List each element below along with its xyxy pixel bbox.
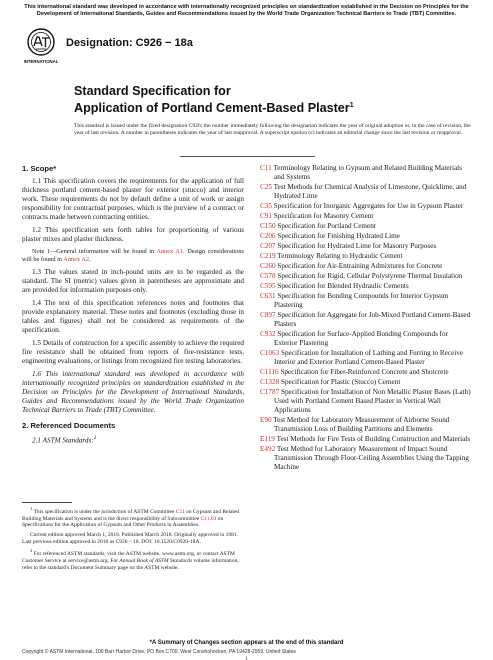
reference-item (260, 349, 473, 367)
title-line-2-wrap (74, 99, 454, 116)
reference-item (260, 416, 473, 434)
reference-code-link[interactable]: C206 (260, 232, 276, 240)
scope-para-1-3: 1.3 The values stated in inch-pound units are to be regarded as the standard. The SI (metric) values given in parentheses are approximate and are provided for information purposes only. (22, 267, 244, 294)
reference-code-link[interactable]: C595 (260, 282, 276, 290)
reference-code-link[interactable]: C207 (260, 242, 276, 250)
footnote-1-edition: Current edition approved March 1, 2018. Published March 2018. Originally approved in 1981. Last previous edition approved in 2018 as C926 – 18. DOI: 10.1520/C0926-18A. (22, 531, 239, 545)
scope-para-1-4: 1.4 The text of this specification references notes and footnotes that provide explanatory material. These notes and footnotes (excluding those in tables and figures) shall not be considered as requirements of the specification. (22, 298, 244, 334)
footnote-2-text-a: For referenced ASTM standards, visit the ASTM website, www.astm.org, or contact ASTM Customer Service at service@astm.org. For (22, 551, 235, 564)
reference-code-link[interactable]: C897 (260, 311, 276, 319)
reference-title: Specification for Rigid, Cellular Polystyrene Thermal Insulation (275, 272, 463, 280)
page-title (74, 84, 454, 115)
reference-code-link[interactable]: C219 (260, 252, 276, 260)
scope-heading: 1. Scope* (22, 164, 57, 173)
reference-code-link[interactable]: C1063 (260, 349, 280, 357)
reference-item (260, 183, 473, 201)
logo-text: INTERNATIONAL (24, 59, 58, 64)
annex-a1-link[interactable]: Annex A1 (156, 248, 184, 255)
reference-item (260, 262, 473, 271)
footnote-divider (22, 502, 72, 503)
reference-title: Specification for Aggregate for Job-Mixed Portland Cement-Based Plasters (274, 311, 471, 328)
reference-item (260, 222, 473, 231)
header-divider (180, 156, 315, 157)
reference-code-link[interactable]: C631 (260, 292, 276, 300)
copyright-line: Copyright © ASTM International, 100 Barr Harbor Drive, PO Box C700, West Conshohocken, PA 19428-2959. United States (22, 649, 296, 655)
reference-code-link[interactable]: C1116 (260, 368, 279, 376)
astm-standards-label: 2.1 ASTM Standards: (32, 435, 94, 444)
note-1-text-c: . (89, 255, 91, 263)
reference-item (260, 232, 473, 241)
footnote-2-mark: 2 (30, 548, 33, 554)
reference-title: Specification for Blended Hydraulic Cements (275, 282, 409, 290)
reference-title: Test Methods for Chemical Analysis of Limestone, Quicklime, and Hydrated Lime (271, 183, 467, 200)
reference-item (260, 164, 473, 182)
reference-list (260, 164, 473, 473)
reference-item (260, 330, 473, 348)
annex-a2-link[interactable]: Annex A2 (63, 255, 89, 263)
reference-item (260, 202, 473, 211)
astm-standards-subheading (32, 434, 244, 445)
reference-code-link[interactable]: C150 (260, 222, 276, 230)
designation: Designation: C926 − 18a (66, 37, 193, 49)
reference-item (260, 445, 473, 472)
international-standard-notice: This international standard was developed in accordance with internationally recognized principles on standardization established in the Decision on Principles for the Development of International Standards, Guides and Recommendations issued by the World Trade Organization Technical Barriers to Trade (TBT) Committee. (24, 4, 469, 17)
footnote-1-text-b: on Gypsum and Related Building Materials and Systems and is the direct responsibility of Subcommittee (22, 508, 240, 522)
reference-code-link[interactable]: E492 (260, 445, 276, 453)
footnote-1-mark: 1 (30, 506, 33, 511)
reference-code-link[interactable]: C932 (260, 330, 276, 338)
reference-item (260, 212, 473, 221)
footnote-1 (22, 506, 244, 529)
note-1-text-b: . Design considerations will be found in (22, 248, 244, 263)
reference-code-link[interactable]: E90 (260, 416, 272, 424)
reference-code-link[interactable]: C25 (260, 183, 272, 191)
page-number: 1 (245, 656, 248, 660)
reference-title: Specification for Plastic (Stucco) Cement (279, 378, 401, 386)
reference-title: Terminology Relating to Hydraulic Cement (275, 252, 403, 260)
reference-title: Specification for Surface-Applied Bonding Compounds for Exterior Plastering (274, 330, 449, 347)
subcommittee-c11-03-link[interactable]: C11.03 (200, 515, 217, 522)
left-column (22, 164, 244, 445)
reference-code-link[interactable]: E119 (260, 435, 275, 443)
reference-title: Test Methods for Fire Tests of Building Construction and Materials (274, 435, 471, 443)
footnote-1-text-a: This specification is under the jurisdiction of ASTM Committee (32, 508, 176, 515)
reference-code-link[interactable]: C260 (260, 262, 276, 270)
reference-title: Specification for Bonding Compounds for Interior Gypsum Plastering (274, 292, 449, 309)
reference-item (260, 388, 473, 415)
reference-item (260, 368, 473, 377)
reference-code-link[interactable]: C1787 (260, 388, 280, 396)
note-1-text-a: Note 1—General information will be found in (32, 248, 157, 255)
scope-para-1-2: 1.2 This specification sets forth tables for proportioning of various plaster mixes and plaster thickness. (22, 226, 244, 243)
reference-code-link[interactable]: C35 (260, 202, 272, 210)
note-1 (22, 248, 244, 264)
reference-title: Specification for Fiber-Reinforced Concrete and Shotcrete (278, 368, 449, 376)
reference-title: Specification for Hydrated Lime for Masonry Purposes (275, 242, 437, 250)
reference-title: Specification for Masonry Cement (271, 212, 374, 220)
title-line-2: Application of Portland Cement-Based Plaster (74, 100, 350, 115)
reference-title: Test Method for Laboratory Measurement of Airborne Sound Transmission Loss of Building Partitions and Elements (271, 416, 450, 433)
reference-title: Specification for Finishing Hydrated Lime (275, 232, 400, 240)
referenced-documents-heading: 2. Referenced Documents (22, 420, 116, 430)
reference-code-link[interactable]: C578 (260, 272, 276, 280)
title-line-1: Standard Specification for (74, 84, 231, 98)
scope-para-1-1: 1.1 This specification covers the requirements for the application of full thickness portland cement-based plaster for exterior (stucco) and interior work. These requirements do not by default define a unit of work or assign responsibility for contractual purposes, which is the purview of a contract or contracts made between contracting entities. (22, 177, 244, 221)
reference-title: Specification for Installation of Non Metallic Plaster Bases (Lath) Used with Portland Cement Based Plaster in Vertical Wall Applications (274, 388, 471, 414)
reference-item (260, 311, 473, 329)
reference-title: Specification for Portland Cement (275, 222, 376, 230)
reference-item (260, 252, 473, 261)
astm-international-logo-icon (24, 27, 58, 67)
reference-item (260, 292, 473, 310)
footnote-2-book-title: Annual Book of ASTM Standards (119, 557, 193, 564)
footnote-1-text-c: on Specifications for the Application of Gypsum and Other Products in Assemblies. (22, 515, 224, 529)
footnote-2 (22, 548, 244, 571)
reference-item (260, 435, 473, 444)
reference-code-link[interactable]: C91 (260, 212, 272, 220)
reference-title: Specification for Installation of Lathing and Furring to Receive Interior and Exterior Portland Cement-Based Plaster (274, 349, 464, 366)
footnote-2-text-b: volume information, refer to the standard's Document Summary page on the ASTM website. (22, 557, 239, 571)
reference-code-link[interactable]: C1328 (260, 378, 280, 386)
reference-title: Terminology Relating to Gypsum and Related Building Materials and Systems (271, 164, 462, 181)
scope-para-1-5: 1.5 Details of construction for a specific assembly to achieve the required fire resistance shall be obtained from reports of fire-resistance tests, engineering evaluations, or listings from recognized fire testing laboratories. (22, 338, 244, 365)
summary-of-changes-note: *A Summary of Changes section appears at the end of this standard (149, 640, 344, 646)
footnotes (22, 506, 244, 574)
title-footnote-mark: 1 (349, 101, 354, 109)
reference-code-link[interactable]: C11 (260, 164, 272, 172)
scope-para-1-6: 1.6 This international standard was developed in accordance with internationally recognized principles on standardization established in the Decision on Principles for the Development of International Standards, Guides and Recommendations issued by the World Trade Organization Technical Barriers to Trade (TBT) Committee. (22, 369, 244, 414)
standard-issuance-note: This standard is issued under the fixed designation C926; the number immediately following the designation indicates the year of original adoption or, in the case of revision, the year of last revision. A number in parentheses indicates the year of last reapproval. A superscript epsilon (ε) indicates an editorial change since the last revision or reapproval. (74, 123, 471, 136)
reference-item (260, 242, 473, 251)
astm-standards-footnote-mark: 2 (93, 435, 97, 441)
reference-title: Test Method for Laboratory Measurement of Impact Sound Transmission Through Floor-Ceiling Assemblies Using the Tapping Machine (274, 445, 469, 471)
reference-title: Specification for Inorganic Aggregates for Use in Gypsum Plaster (271, 202, 464, 210)
reference-item (260, 272, 473, 281)
reference-title: Specification for Air-Entraining Admixtures for Concrete (275, 262, 443, 270)
reference-item (260, 282, 473, 291)
committee-c11-link[interactable]: C11 (175, 508, 185, 515)
reference-item (260, 378, 473, 387)
